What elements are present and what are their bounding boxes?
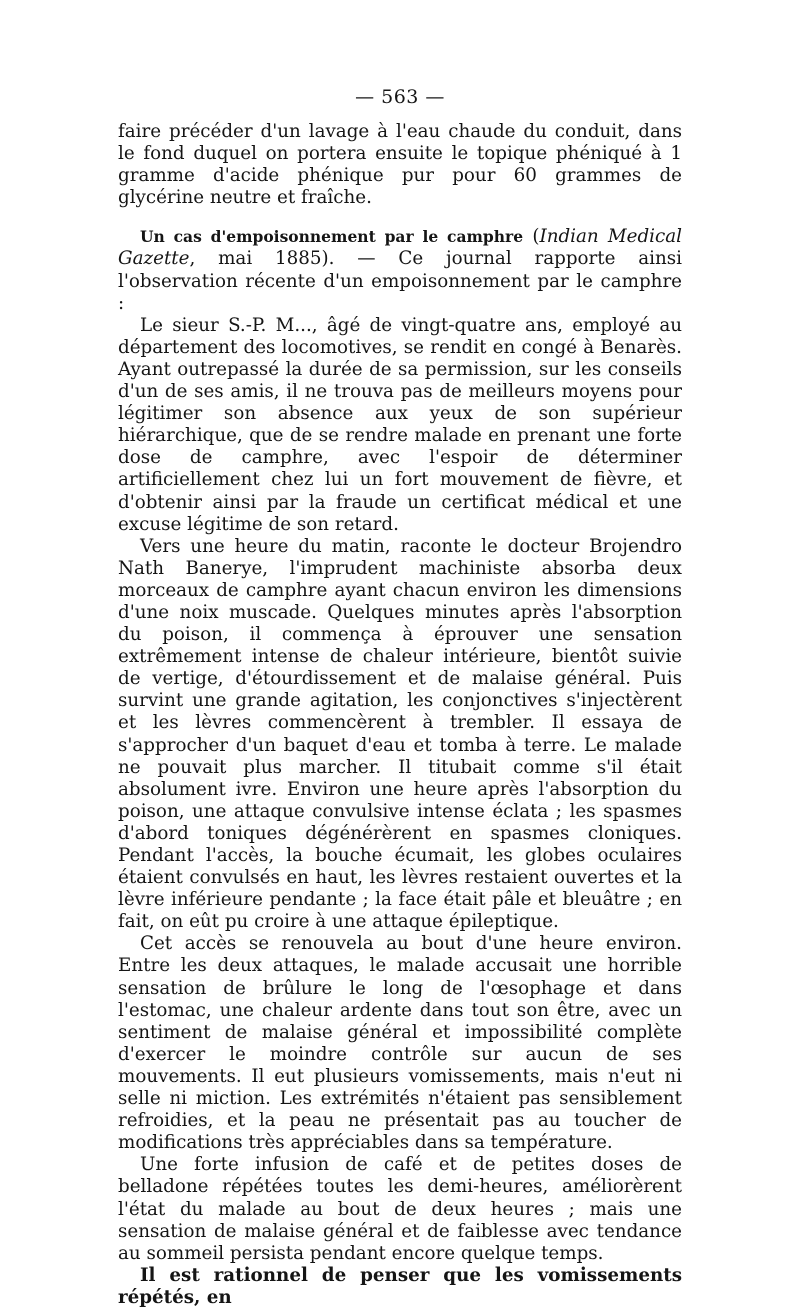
- paragraph-second-attack: Cet accès se renouvela au bout d'une heure environ. Entre les deux attaques, le malade accusait une horrible sensation de brûlure le long de l'œsophage et dans l'estomac, une chaleur ardente dans tout son être, avec un sentiment de malaise général et impossibilité complète d'exercer le moindre contrôle sur aucun de ses mouvements. Il eut plusieurs vomissements, mais n'eut ni selle ni miction. Les extrémités n'étaient pas sensiblement refroidies, et la peau ne présentait pas au toucher de modifications très appréciables dans sa température.: [118, 933, 682, 1154]
- source-open-parenthesis: (: [532, 226, 540, 248]
- intro-paragraph: faire précéder d'un lavage à l'eau chaude du conduit, dans le fond duquel on portera ensuite le topique phéniqué à 1 gramme d'acide phénique pur pour 60 grammes de glycérine neutre et fraîche.: [118, 121, 682, 209]
- paragraph-symptoms: Vers une heure du matin, raconte le docteur Brojendro Nath Banerye, l'imprudent machiniste absorba deux morceaux de camphre ayant chacun environ les dimensions d'une noix muscade. Quelques minutes après l'absorption du poison, il commença à éprouver une sensation extrêmement intense de chaleur intérieure, bientôt suivie de vertige, d'étourdissement et de malaise général. Puis survint une grande agitation, les conjonctives s'injectèrent et les lèvres commencèrent à trembler. Il essaya de s'approcher d'un baquet d'eau et tomba à terre. Le malade ne pouvait plus marcher. Il titubait comme s'il était absolument ivre. Environ une heure après l'absorption du poison, une attaque convulsive intense éclata ; les spasmes d'abord toniques dégénérèrent en spasmes cloniques. Pendant l'accès, la bouche écumait, les globes oculaires étaient convulsés en haut, les lèvres restaient ouvertes et la lèvre inférieure pendante ; la face était pâle et bleuâtre ; en fait, on eût pu croire à une attaque épileptique.: [118, 535, 682, 933]
- paragraph-treatment: Une forte infusion de café et de petites doses de belladone répétées toutes les demi-heures, améliorèrent l'état du malade au bout de deux heures ; mais une sensation de malaise général et de faiblesse avec tendance au sommeil persista pendant encore quelque temps.: [118, 1154, 682, 1264]
- source-rest: , mai 1885). — Ce journal rapporte ainsi l'observation récente d'un empoisonnement par le camphre :: [118, 248, 682, 314]
- paragraph-patient-background: Le sieur S.-P. M..., âgé de vingt-quatre ans, employé au département des locomotives, se rendit en congé à Benarès. Ayant outrepassé la durée de sa permission, sur les conseils d'un de ses amis, il ne trouva pas de meilleurs moyens pour légitimer son absence aux yeux de son supérieur hiérarchique, que de se rendre malade en prenant une forte dose de camphre, avec l'espoir de déterminer artificiellement chez lui un fort mouvement de fièvre, et d'obtenir ainsi par la fraude un certificat médical et une excuse légitime de son retard.: [118, 314, 682, 535]
- paragraph-conclusion-fragment: Il est rationnel de penser que les vomissements répétés, en: [118, 1264, 682, 1308]
- article-lead: [118, 226, 682, 314]
- article-headline: Un cas d'empoisonnement par le camphre: [140, 227, 524, 247]
- document-page: [118, 86, 682, 1309]
- source-title: Indian Medical Gazette: [118, 226, 683, 270]
- page-number: — 563 —: [355, 86, 445, 108]
